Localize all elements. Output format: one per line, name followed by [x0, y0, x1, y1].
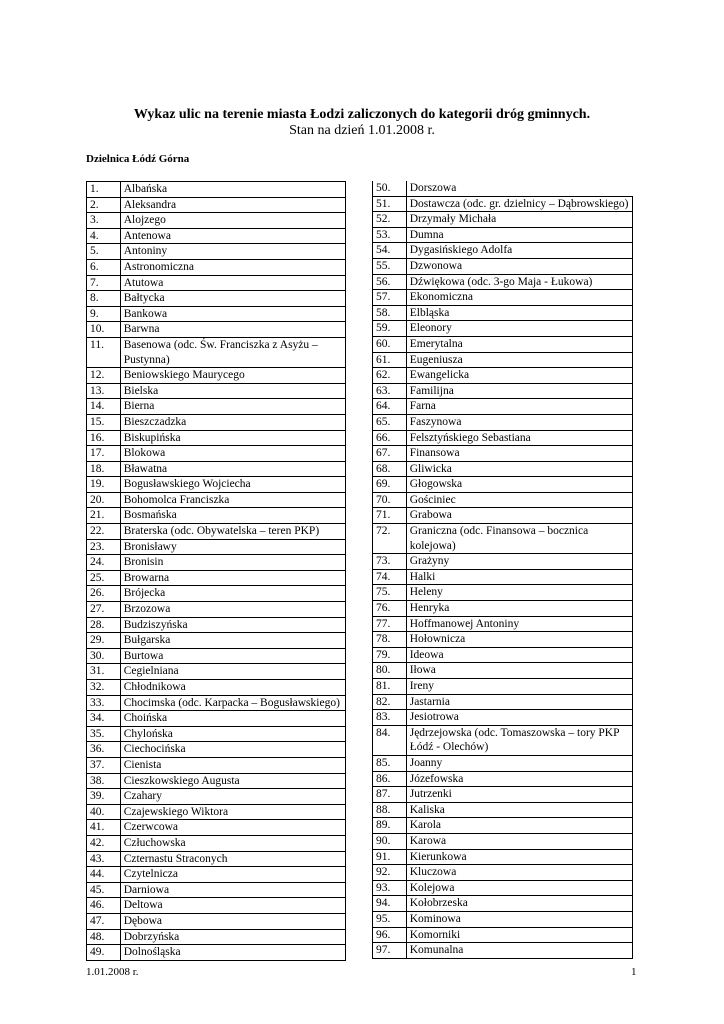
street-name: Braterska (odc. Obywatelska – teren PKP) — [120, 524, 345, 540]
street-number: 52. — [373, 212, 407, 228]
table-row — [87, 337, 346, 367]
table-row — [87, 461, 346, 477]
table-row — [373, 554, 633, 570]
street-name: Bieszczadzka — [120, 414, 345, 430]
table-row — [87, 275, 346, 291]
street-name: Bankowa — [120, 306, 345, 322]
street-number: 96. — [373, 927, 407, 943]
street-name: Iłowa — [406, 663, 632, 679]
table-row — [373, 368, 633, 384]
street-name: Familijna — [406, 383, 632, 399]
table-row — [87, 617, 346, 633]
street-name: Bułgarska — [120, 633, 345, 649]
street-name: Jesiotrowa — [406, 710, 632, 726]
street-number: 14. — [87, 399, 121, 415]
table-row — [87, 711, 346, 727]
street-name: Ciechocińska — [120, 742, 345, 758]
street-number: 33. — [87, 695, 121, 711]
street-name: Deltowa — [120, 898, 345, 914]
street-number: 89. — [373, 818, 407, 834]
table-row — [373, 290, 633, 306]
street-name: Darniowa — [120, 882, 345, 898]
street-name: Joanny — [406, 755, 632, 771]
street-number: 79. — [373, 647, 407, 663]
street-number: 1. — [87, 182, 121, 198]
table-row — [87, 851, 346, 867]
street-number: 47. — [87, 913, 121, 929]
table-row — [373, 927, 633, 943]
table-row — [87, 726, 346, 742]
table-row — [87, 182, 346, 198]
table-row — [373, 802, 633, 818]
table-row — [373, 212, 633, 228]
street-number: 68. — [373, 461, 407, 477]
street-number: 62. — [373, 368, 407, 384]
table-row — [87, 259, 346, 275]
street-name: Bławatna — [120, 461, 345, 477]
street-name: Chłodnikowa — [120, 680, 345, 696]
table-row — [373, 461, 633, 477]
table-row — [87, 555, 346, 571]
table-row — [373, 181, 633, 196]
table-row — [87, 368, 346, 384]
street-name: Kluczowa — [406, 865, 632, 881]
page-number: 1 — [631, 966, 637, 978]
street-number: 10. — [87, 322, 121, 338]
table-row — [373, 477, 633, 493]
street-name: Kierunkowa — [406, 849, 632, 865]
street-number: 26. — [87, 586, 121, 602]
district-heading: Dzielnica Łódź Górna — [86, 153, 190, 165]
street-name: Blokowa — [120, 446, 345, 462]
street-number: 76. — [373, 601, 407, 617]
street-number: 45. — [87, 882, 121, 898]
street-name: Finansowa — [406, 446, 632, 462]
table-row — [373, 896, 633, 912]
street-name: Komunalna — [406, 943, 632, 959]
table-row — [373, 569, 633, 585]
table-row — [87, 492, 346, 508]
street-name: Bogusławskiego Wojciecha — [120, 477, 345, 493]
street-name: Człuchowska — [120, 835, 345, 851]
street-name: Jastarnia — [406, 694, 632, 710]
street-number: 82. — [373, 694, 407, 710]
street-number: 21. — [87, 508, 121, 524]
street-number: 48. — [87, 929, 121, 945]
street-name: Czternastu Straconych — [120, 851, 345, 867]
street-number: 57. — [373, 290, 407, 306]
street-number: 72. — [373, 524, 407, 554]
table-row — [373, 679, 633, 695]
street-name: Astronomiczna — [120, 259, 345, 275]
street-number: 37. — [87, 757, 121, 773]
streets-table-right — [372, 181, 633, 959]
table-row — [373, 911, 633, 927]
table-row — [373, 305, 633, 321]
street-number: 34. — [87, 711, 121, 727]
table-row — [87, 399, 346, 415]
street-name: Dolnośląska — [120, 945, 345, 961]
table-row — [373, 943, 633, 959]
table-row — [87, 898, 346, 914]
street-name: Bielska — [120, 383, 345, 399]
street-name: Basenowa (odc. Św. Franciszka z Asyżu – Pustynna) — [120, 337, 345, 367]
table-row — [87, 244, 346, 260]
table-row — [87, 804, 346, 820]
street-name: Cieszkowskiego Augusta — [120, 773, 345, 789]
street-number: 90. — [373, 833, 407, 849]
table-row — [373, 865, 633, 881]
table-row — [87, 524, 346, 540]
table-row — [87, 835, 346, 851]
street-name: Brójecka — [120, 586, 345, 602]
street-name: Ireny — [406, 679, 632, 695]
table-row — [87, 633, 346, 649]
street-name: Emerytalna — [406, 336, 632, 352]
street-number: 54. — [373, 243, 407, 259]
street-number: 74. — [373, 569, 407, 585]
street-number: 58. — [373, 305, 407, 321]
table-row — [373, 274, 633, 290]
table-row — [373, 321, 633, 337]
table-row — [373, 694, 633, 710]
street-number: 78. — [373, 632, 407, 648]
table-row — [373, 725, 633, 755]
table-row — [373, 508, 633, 524]
table-row — [373, 414, 633, 430]
street-name: Hołownicza — [406, 632, 632, 648]
street-name: Farna — [406, 399, 632, 415]
street-name: Kominowa — [406, 911, 632, 927]
street-number: 60. — [373, 336, 407, 352]
document-title: Wykaz ulic na terenie miasta Łodzi zaliczonych do kategorii dróg gminnych. — [133, 107, 591, 122]
street-number: 46. — [87, 898, 121, 914]
table-row — [87, 602, 346, 618]
street-name: Dębowa — [120, 913, 345, 929]
footer-date: 1.01.2008 r. — [86, 966, 139, 978]
street-name: Brzozowa — [120, 602, 345, 618]
street-name: Czerwcowa — [120, 820, 345, 836]
table-row — [373, 880, 633, 896]
street-number: 61. — [373, 352, 407, 368]
street-name: Karowa — [406, 833, 632, 849]
street-number: 85. — [373, 755, 407, 771]
street-name: Czajewskiego Wiktora — [120, 804, 345, 820]
street-number: 16. — [87, 430, 121, 446]
street-name: Kaliska — [406, 802, 632, 818]
street-number: 44. — [87, 867, 121, 883]
street-name: Burtowa — [120, 648, 345, 664]
street-name: Eleonory — [406, 321, 632, 337]
street-name: Aleksandra — [120, 197, 345, 213]
table-row — [373, 227, 633, 243]
street-number: 20. — [87, 492, 121, 508]
table-row — [87, 680, 346, 696]
street-number: 55. — [373, 258, 407, 274]
street-number: 22. — [87, 524, 121, 540]
street-name: Józefowska — [406, 771, 632, 787]
street-number: 38. — [87, 773, 121, 789]
streets-table-left — [86, 181, 346, 961]
street-name: Dostawcza (odc. gr. dzielnicy – Dąbrowskiego) — [406, 196, 632, 212]
table-row — [87, 929, 346, 945]
street-name: Barwna — [120, 322, 345, 338]
street-name: Bohomolca Franciszka — [120, 492, 345, 508]
table-row — [373, 771, 633, 787]
street-number: 30. — [87, 648, 121, 664]
street-number: 11. — [87, 337, 121, 367]
street-number: 92. — [373, 865, 407, 881]
street-name: Felsztyńskiego Sebastiana — [406, 430, 632, 446]
street-name: Bierna — [120, 399, 345, 415]
table-row — [373, 616, 633, 632]
street-name: Eugeniusza — [406, 352, 632, 368]
street-number: 95. — [373, 911, 407, 927]
table-row — [373, 336, 633, 352]
street-number: 27. — [87, 602, 121, 618]
street-name: Grabowa — [406, 508, 632, 524]
street-number: 29. — [87, 633, 121, 649]
street-name: Jędrzejowska (odc. Tomaszowska – tory PKP Łódź - Olechów) — [406, 725, 632, 755]
street-number: 8. — [87, 291, 121, 307]
table-row — [87, 446, 346, 462]
street-name: Komorniki — [406, 927, 632, 943]
street-name: Ekonomiczna — [406, 290, 632, 306]
table-row — [373, 849, 633, 865]
table-row — [87, 867, 346, 883]
table-row — [87, 695, 346, 711]
street-name: Kołobrzeska — [406, 896, 632, 912]
street-name: Bronisin — [120, 555, 345, 571]
street-name: Cienista — [120, 757, 345, 773]
table-row — [87, 291, 346, 307]
street-number: 13. — [87, 383, 121, 399]
street-name: Antoniny — [120, 244, 345, 260]
street-number: 87. — [373, 787, 407, 803]
table-row — [87, 757, 346, 773]
street-name: Heleny — [406, 585, 632, 601]
street-name: Gliwicka — [406, 461, 632, 477]
table-row — [87, 913, 346, 929]
table-row — [87, 586, 346, 602]
street-name: Bosmańska — [120, 508, 345, 524]
table-row — [373, 632, 633, 648]
street-number: 18. — [87, 461, 121, 477]
street-number: 75. — [373, 585, 407, 601]
street-number: 3. — [87, 213, 121, 229]
street-name: Budziszyńska — [120, 617, 345, 633]
table-row — [373, 430, 633, 446]
street-name: Bronisławy — [120, 539, 345, 555]
street-name: Biskupińska — [120, 430, 345, 446]
table-row — [373, 787, 633, 803]
street-name: Dobrzyńska — [120, 929, 345, 945]
street-number: 94. — [373, 896, 407, 912]
street-number: 9. — [87, 306, 121, 322]
table-row — [87, 383, 346, 399]
street-number: 41. — [87, 820, 121, 836]
street-number: 69. — [373, 477, 407, 493]
street-name: Czytelnicza — [120, 867, 345, 883]
table-row — [373, 399, 633, 415]
street-number: 7. — [87, 275, 121, 291]
street-number: 80. — [373, 663, 407, 679]
street-number: 5. — [87, 244, 121, 260]
street-number: 59. — [373, 321, 407, 337]
table-row — [87, 664, 346, 680]
table-row — [373, 524, 633, 554]
street-number: 64. — [373, 399, 407, 415]
table-row — [87, 213, 346, 229]
table-row — [373, 446, 633, 462]
street-number: 91. — [373, 849, 407, 865]
table-row — [87, 789, 346, 805]
street-number: 97. — [373, 943, 407, 959]
street-number: 83. — [373, 710, 407, 726]
table-row — [373, 833, 633, 849]
street-number: 88. — [373, 802, 407, 818]
table-row — [87, 306, 346, 322]
street-name: Głogowska — [406, 477, 632, 493]
street-name: Drzymały Michała — [406, 212, 632, 228]
street-name: Karola — [406, 818, 632, 834]
table-row — [87, 414, 346, 430]
table-row — [87, 882, 346, 898]
street-name: Beniowskiego Maurycego — [120, 368, 345, 384]
street-number: 51. — [373, 196, 407, 212]
street-name: Gościniec — [406, 492, 632, 508]
street-name: Dygasińskiego Adolfa — [406, 243, 632, 259]
street-number: 4. — [87, 228, 121, 244]
street-number: 35. — [87, 726, 121, 742]
street-name: Kolejowa — [406, 880, 632, 896]
table-row — [373, 710, 633, 726]
street-name: Henryka — [406, 601, 632, 617]
street-number: 77. — [373, 616, 407, 632]
table-row — [87, 648, 346, 664]
table-row — [87, 570, 346, 586]
street-name: Albańska — [120, 182, 345, 198]
table-row — [87, 508, 346, 524]
table-row — [373, 647, 633, 663]
street-number: 32. — [87, 680, 121, 696]
street-number: 86. — [373, 771, 407, 787]
street-number: 42. — [87, 835, 121, 851]
table-row — [87, 228, 346, 244]
street-name: Jutrzenki — [406, 787, 632, 803]
street-number: 12. — [87, 368, 121, 384]
street-number: 23. — [87, 539, 121, 555]
street-name: Hoffmanowej Antoniny — [406, 616, 632, 632]
street-number: 19. — [87, 477, 121, 493]
street-name: Alojzego — [120, 213, 345, 229]
street-name: Czahary — [120, 789, 345, 805]
street-name: Halki — [406, 569, 632, 585]
table-row — [373, 196, 633, 212]
table-row — [87, 322, 346, 338]
table-row — [87, 773, 346, 789]
street-number: 49. — [87, 945, 121, 961]
street-number: 67. — [373, 446, 407, 462]
street-name: Antenowa — [120, 228, 345, 244]
street-number: 36. — [87, 742, 121, 758]
table-row — [373, 492, 633, 508]
street-number: 63. — [373, 383, 407, 399]
street-number: 25. — [87, 570, 121, 586]
document-subtitle: Stan na dzień 1.01.2008 r. — [289, 123, 435, 138]
street-number: 70. — [373, 492, 407, 508]
street-name: Choińska — [120, 711, 345, 727]
table-row — [373, 663, 633, 679]
table-row — [373, 818, 633, 834]
table-row — [87, 539, 346, 555]
table-row — [373, 243, 633, 259]
street-number: 15. — [87, 414, 121, 430]
street-number: 40. — [87, 804, 121, 820]
street-name: Chocimska (odc. Karpacka – Bogusławskiego) — [120, 695, 345, 711]
table-row — [87, 945, 346, 961]
street-name: Faszynowa — [406, 414, 632, 430]
street-number: 53. — [373, 227, 407, 243]
street-number: 31. — [87, 664, 121, 680]
table-row — [87, 820, 346, 836]
street-name: Bałtycka — [120, 291, 345, 307]
street-name: Cegielniana — [120, 664, 345, 680]
street-number: 39. — [87, 789, 121, 805]
table-row — [373, 755, 633, 771]
street-name: Dzwonowa — [406, 258, 632, 274]
table-row — [87, 477, 346, 493]
street-number: 93. — [373, 880, 407, 896]
table-row — [373, 585, 633, 601]
table-row — [87, 197, 346, 213]
table-row — [87, 430, 346, 446]
street-name: Dumna — [406, 227, 632, 243]
street-name: Dorszowa — [406, 181, 632, 196]
street-number: 28. — [87, 617, 121, 633]
table-row — [373, 383, 633, 399]
street-number: 73. — [373, 554, 407, 570]
street-number: 84. — [373, 725, 407, 755]
street-number: 66. — [373, 430, 407, 446]
street-name: Chylońska — [120, 726, 345, 742]
table-row — [373, 352, 633, 368]
street-name: Elbląska — [406, 305, 632, 321]
street-number: 71. — [373, 508, 407, 524]
street-name: Ideowa — [406, 647, 632, 663]
street-number: 24. — [87, 555, 121, 571]
street-name: Grażyny — [406, 554, 632, 570]
table-row — [373, 601, 633, 617]
street-number: 17. — [87, 446, 121, 462]
street-name: Graniczna (odc. Finansowa – bocznica kolejowa) — [406, 524, 632, 554]
street-name: Dźwiękowa (odc. 3-go Maja - Łukowa) — [406, 274, 632, 290]
table-row — [87, 742, 346, 758]
street-number: 6. — [87, 259, 121, 275]
street-name: Ewangelicka — [406, 368, 632, 384]
street-number: 2. — [87, 197, 121, 213]
street-number: 65. — [373, 414, 407, 430]
street-name: Atutowa — [120, 275, 345, 291]
street-number: 56. — [373, 274, 407, 290]
street-number: 50. — [373, 181, 407, 196]
street-number: 43. — [87, 851, 121, 867]
street-name: Browarna — [120, 570, 345, 586]
street-number: 81. — [373, 679, 407, 695]
table-row — [373, 258, 633, 274]
